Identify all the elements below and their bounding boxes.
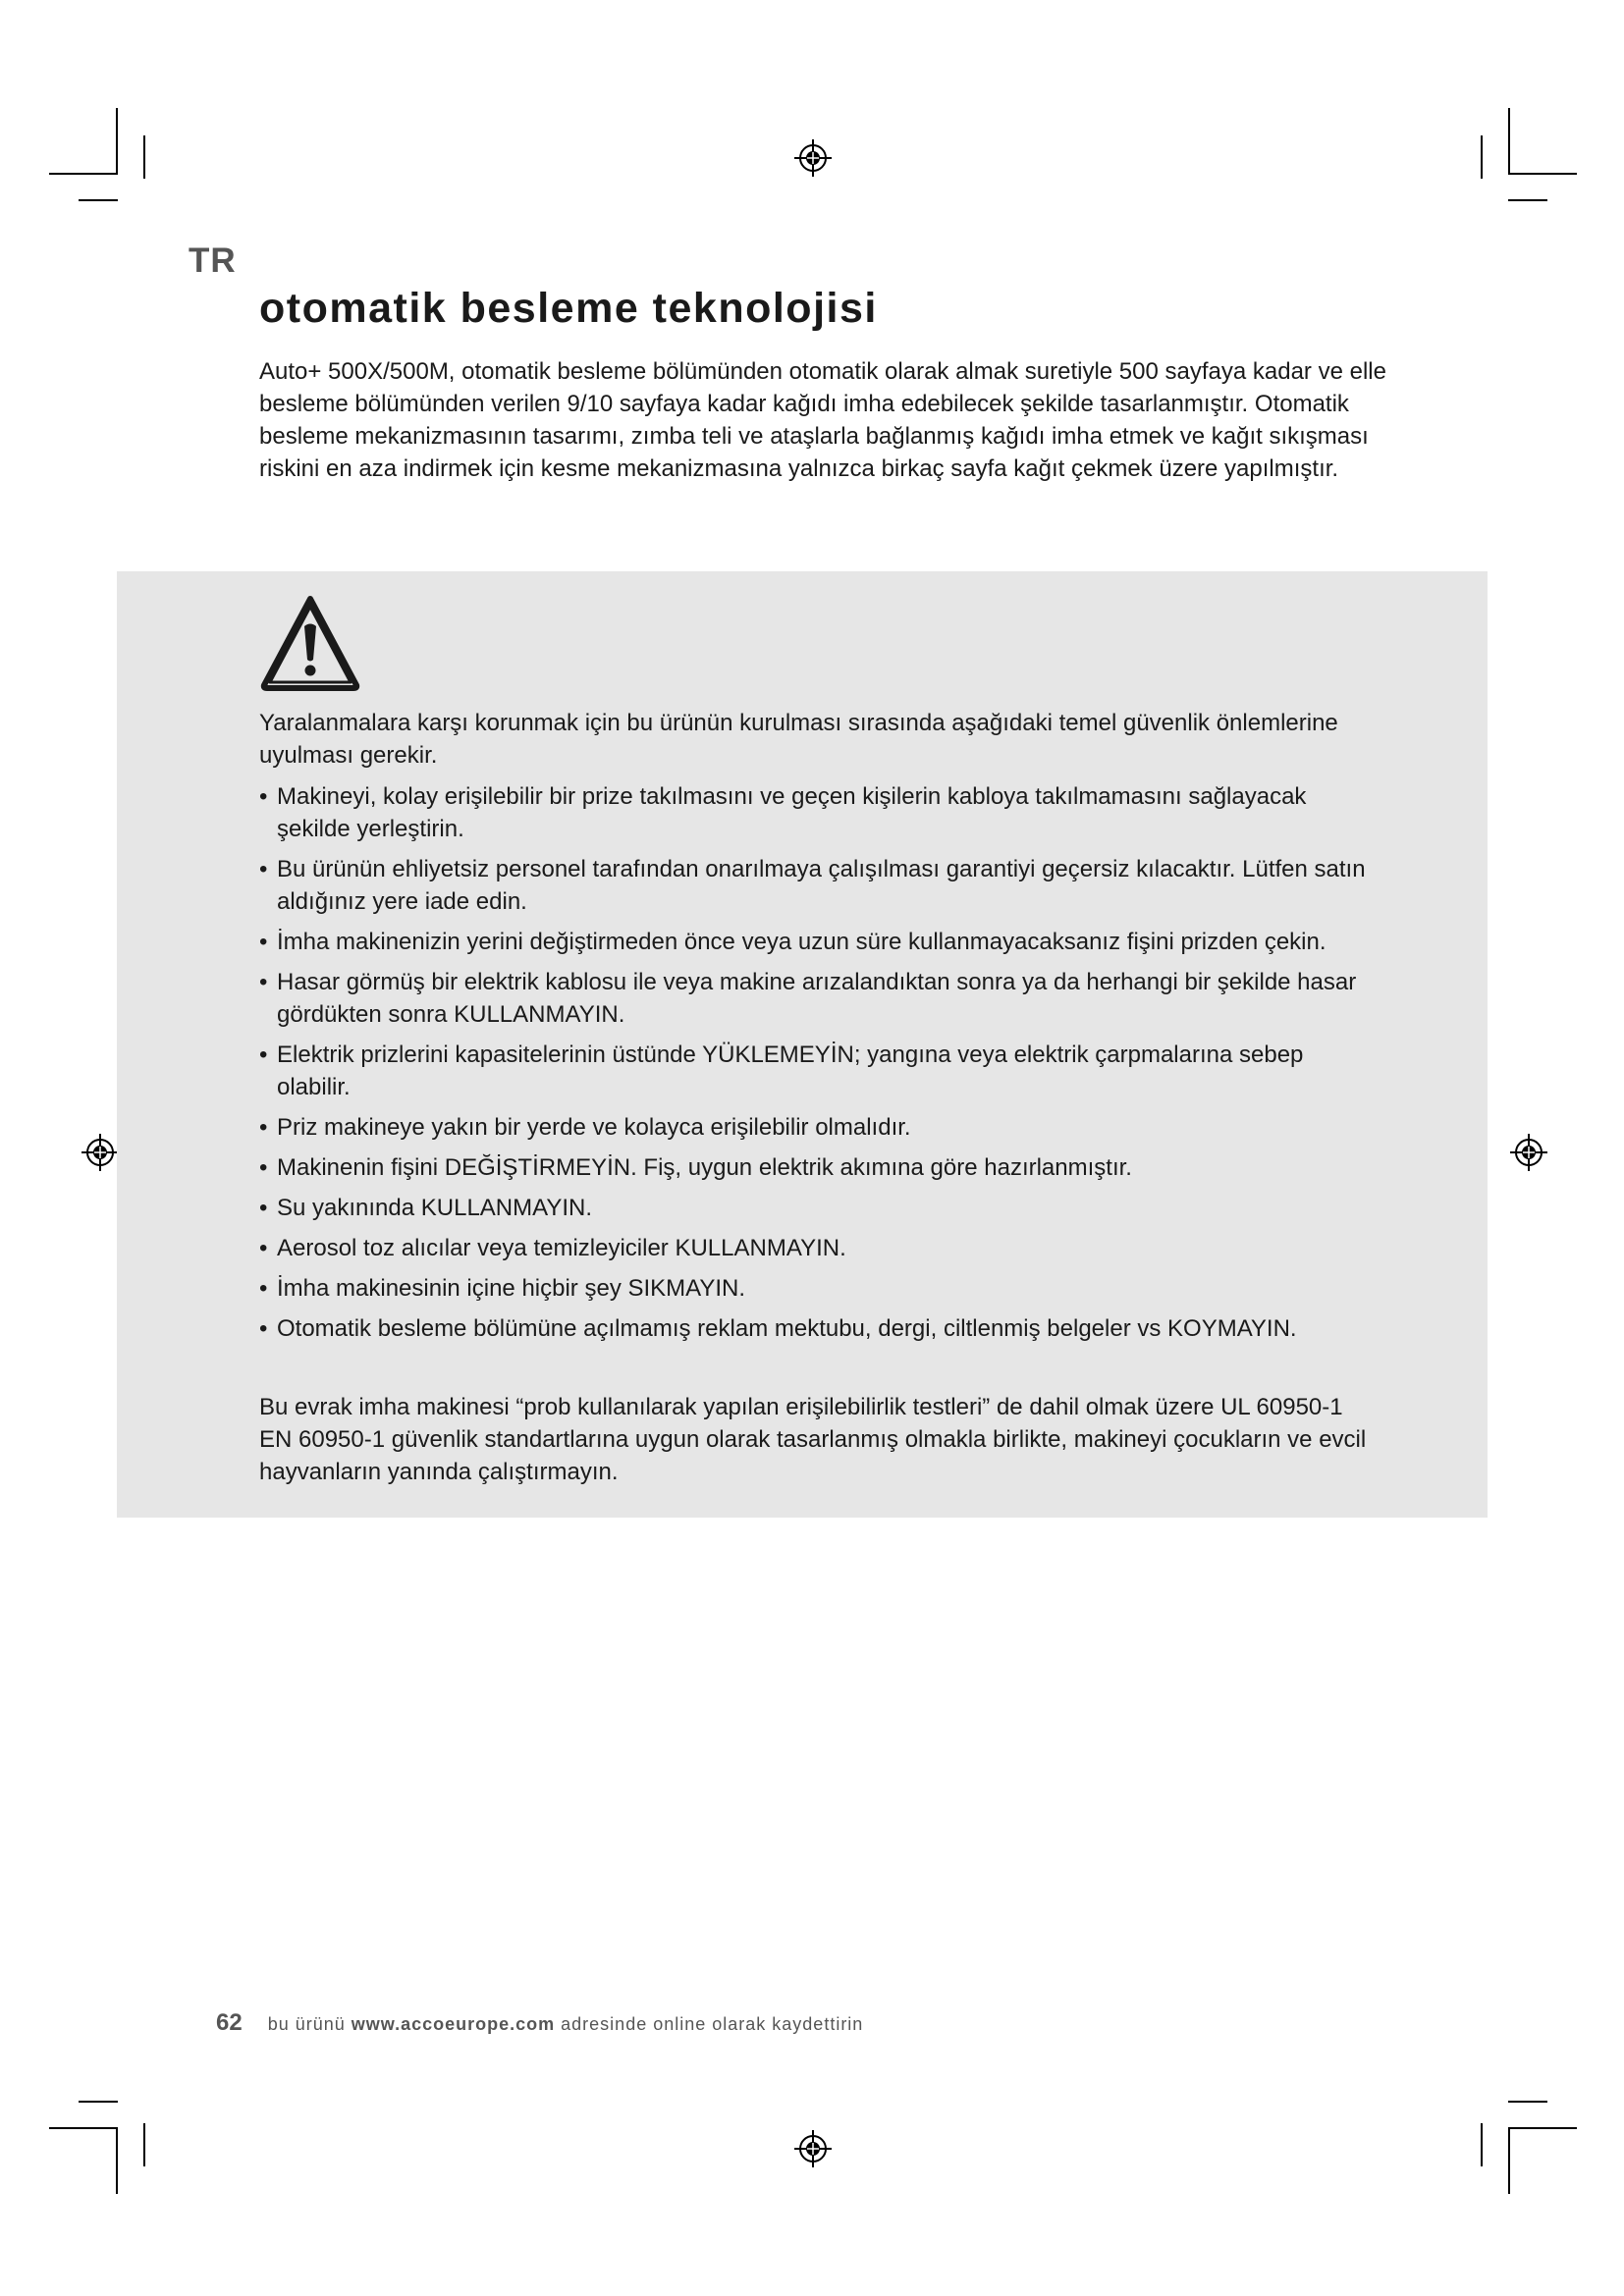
crop-mark-bottom-left-h [49, 2127, 116, 2129]
list-item: • Elektrik prizlerini kapasitelerinin üstünde YÜKLEMEYİN; yangına veya elektrik çarpmalarına sebep olabilir. [259, 1039, 1379, 1103]
footer-text-before: bu ürünü [267, 2014, 352, 2034]
crop-mark-bottom-left-v2 [143, 2123, 145, 2166]
page-number: 62 [216, 2009, 243, 2036]
footer-text [268, 2014, 864, 2034]
list-item: • Priz makineye yakın bir yerde ve kolayca erişilebilir olmalıdır. [259, 1111, 1379, 1144]
intro-paragraph: Auto+ 500X/500M, otomatik besleme bölümünden otomatik olarak almak suretiyle 500 sayfaya kadar ve elle besleme bölümünden verilen 9/10 sayfaya kadar kağıdı imha edebilecek şekilde tasarlanmıştır. Otomatik besleme mekanizmasının tasarımı, zımba teli ve ataşlarla bağlanmış kağıdı imha etmek ve kağıt sıkışması riskini en aza indirmek için kesme mekanizmasına yalnızca birkaç sayfa kağıt çekmek üzere yapılmıştır. [259, 358, 1386, 482]
list-item: • Makineyi, kolay erişilebilir bir prize takılmasını ve geçen kişilerin kabloya takılmamasını sağlayacak şekilde yerleştirin. [259, 780, 1379, 845]
footer [216, 2009, 863, 2037]
list-item: • Aerosol toz alıcılar veya temizleyiciler KULLANMAYIN. [259, 1232, 1379, 1264]
crop-mark-bottom-right-v2 [1481, 2123, 1483, 2166]
page-title: otomatik besleme teknolojisi [259, 285, 878, 332]
registration-mark-icon-right [1510, 1134, 1547, 1171]
warning-triangle-icon [259, 591, 361, 693]
crop-mark-bottom-left-h2 [79, 2101, 118, 2103]
safety-outro: Bu evrak imha makinesi “prob kullanılarak yapılan erişilebilirlik testleri” de dahil olmak üzere UL 60950-1 EN 60950-1 güvenlik standartlarına uygun olarak tasarlanmış olmakla birlikte, makineyi çocukların ve evcil hayvanların yanında çalıştırmayın. [259, 1394, 1367, 1485]
list-item: • Bu ürünün ehliyetsiz personel tarafından onarılmaya çalışılması garantiyi geçersiz kılacaktır. Lütfen satın aldığınız yere iade edin. [259, 853, 1379, 918]
crop-mark-bottom-right-h [1510, 2127, 1577, 2129]
list-item: • İmha makinenizin yerini değiştirmeden önce veya uzun süre kullanmayacaksanız fişini prizden çekin. [259, 926, 1379, 958]
crop-mark-top-right-h2 [1508, 199, 1547, 201]
registration-mark-icon-top [794, 139, 832, 177]
list-item: • Su yakınında KULLANMAYIN. [259, 1192, 1379, 1224]
footer-url-link[interactable]: www.accoeurope.com [351, 2014, 556, 2034]
crop-mark-top-left-v [116, 108, 118, 175]
registration-mark-icon-bottom [794, 2130, 832, 2167]
footer-text-after: adresinde online olarak kaydettirin [555, 2014, 864, 2034]
safety-intro: Yaralanmalara karşı korunmak için bu ürünün kurulması sırasında aşağıdaki temel güvenlik önlemlerine uyulması gerekir. [259, 710, 1338, 769]
crop-mark-bottom-right-h2 [1508, 2101, 1547, 2103]
crop-mark-top-right-h [1510, 173, 1577, 175]
list-item: • Hasar görmüş bir elektrik kablosu ile veya makine arızalandıktan sonra ya da herhangi bir şekilde hasar gördükten sonra KULLANMAYIN. [259, 966, 1379, 1031]
crop-mark-top-left-v2 [143, 135, 145, 179]
crop-mark-bottom-right-v [1508, 2127, 1510, 2194]
crop-mark-top-right-v2 [1481, 135, 1483, 179]
language-code: TR [189, 241, 237, 280]
crop-mark-top-left-h2 [79, 199, 118, 201]
crop-mark-top-right-v [1508, 108, 1510, 175]
list-item: • İmha makinesinin içine hiçbir şey SIKMAYIN. [259, 1272, 1379, 1305]
crop-mark-top-left-h [49, 173, 116, 175]
crop-mark-bottom-left-v [116, 2127, 118, 2194]
safety-list [259, 780, 1379, 1353]
list-item: • Makinenin fişini DEĞİŞTİRMEYİN. Fiş, uygun elektrik akımına göre hazırlanmıştır. [259, 1151, 1379, 1184]
registration-mark-icon-left [81, 1134, 119, 1171]
list-item: • Otomatik besleme bölümüne açılmamış reklam mektubu, dergi, ciltlenmiş belgeler vs KOYMAYIN. [259, 1312, 1379, 1345]
